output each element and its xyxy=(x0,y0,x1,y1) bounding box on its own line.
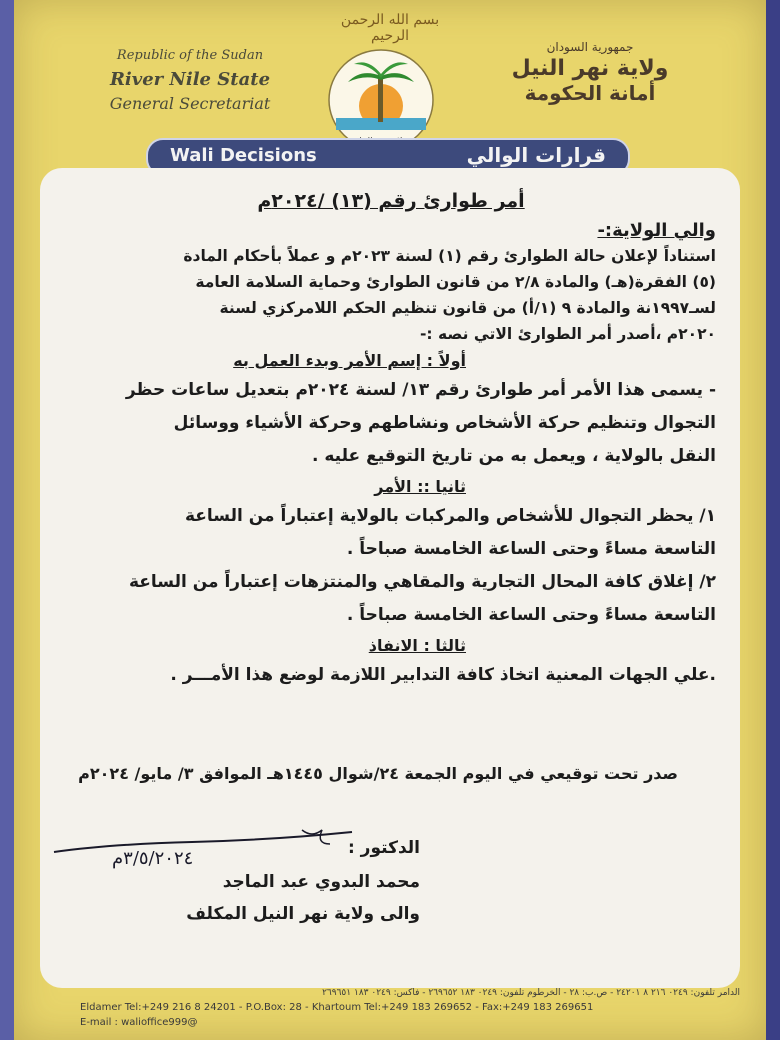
issued-date-line: صدر تحت توقيعي في اليوم الجمعة ٢٤/شوال ١٤٤٥هـ الموافق ٣/ مايو/ ٢٠٢٤م xyxy=(78,764,678,783)
country-name-ar: جمهورية السودان xyxy=(546,40,634,54)
decree-text xyxy=(66,190,716,692)
signer-name: محمد البدوي عبد الماجد xyxy=(222,872,420,892)
footer-english: Eldamer Tel:+249 216 8 24201 - P.O.Box: 28 - Khartoum Tel:+249 183 269652 - Fax:+249 183 269651 xyxy=(80,1002,594,1013)
page-edge xyxy=(0,0,14,1040)
preamble-line: لسـ١٩٩٧نة والمادة ٩ (١/أ) من قانون تنظيم الحكم اللامركزي لسنة xyxy=(219,299,716,317)
bismillah-text: بسم الله الرحمن الرحيم xyxy=(340,12,440,44)
section-1-line: النقل بالولاية ، ويعمل به من تاريخ التوقيع عليه . xyxy=(311,446,716,466)
section-3-line: .علي الجهات المعنية اتخاذ كافة التدابير اللازمة لوضع هذا الأمـــر . xyxy=(170,665,716,685)
section-1-title: أولاً : إسم الأمر وبدء العمل به xyxy=(233,351,466,370)
section-2-title: ثانيا :: الأمر xyxy=(374,477,466,496)
footer-arabic: الدامر تلفون: ٠٢٤٩ ٢١٦ ٨ ٢٤٢٠١ - ص.ب: ٢٨ - الخرطوم تلفون: ٠٢٤٩ ١٨٣ ٢٦٩٦٥٢ - فاكس: ٠٢٤٩ ١٨٣ ٢٦٩٦٥١ xyxy=(322,988,740,998)
section-1-line: - يسمى هذا الأمر أمر طوارئ رقم ١٣/ لسنة ٢٠٢٤م بتعديل ساعات حظر xyxy=(125,380,716,400)
signer-role: والى ولاية نهر النيل المكلف xyxy=(186,904,420,924)
country-name-en: Republic of the Sudan xyxy=(116,48,264,63)
state-name-en: River Nile State xyxy=(109,69,271,90)
signature-date: ٣/٥/٢٠٢٤م xyxy=(112,848,194,869)
header-english xyxy=(90,48,290,113)
band-label-en: Wali Decisions xyxy=(170,145,317,166)
secretariat-en: General Secretariat xyxy=(109,94,271,113)
letterhead-footer xyxy=(80,988,740,1028)
preamble-line: استناداً لإعلان حالة الطوارئ رقم (١) لسنة ٢٠٢٣م و عملاً بأحكام المادة xyxy=(183,247,716,265)
section-2-line: ٢/ إغلاق كافة المحال التجارية والمقاهي والمنتزهات إعتباراً من الساعة xyxy=(129,572,716,592)
signer-title: الدكتور : xyxy=(347,838,420,858)
section-2-line: التاسعة مساءً وحتى الساعة الخامسة صباحاً . xyxy=(346,539,716,559)
preamble-line: ٢٠٢٠م ،أصدر أمر الطوارئ الاتي نصه :- xyxy=(419,325,716,343)
state-name-ar: ولاية نهر النيل xyxy=(511,56,669,81)
section-3-title: ثالثا : الانفاذ xyxy=(368,636,466,655)
preamble-line: (٥) الفقرة(هـ) والمادة ٢/٨ من قانون الطوارئ وحماية السلامة العامة xyxy=(195,273,716,291)
section-1-line: التجوال وتنظيم حركة الأشخاص ونشاطهم وحركة الأشياء ووسائل xyxy=(173,413,716,433)
decree-addressee: والي الولاية:- xyxy=(597,220,716,241)
footer-email: E-mail : walioffice999@ xyxy=(80,1017,198,1028)
band-label-ar: قرارات الوالي xyxy=(466,143,606,167)
decree-title: أمر طوارئ رقم (١٣) /٢٠٢٤م xyxy=(257,190,525,212)
section-2-line: ١/ يحظر التجوال للأشخاص والمركبات بالولاية إعتباراً من الساعة xyxy=(184,506,716,526)
secretariat-ar: أمانة الحكومة xyxy=(524,81,656,105)
header-arabic xyxy=(490,40,690,105)
section-2-line: التاسعة مساءً وحتى الساعة الخامسة صباحاً . xyxy=(346,605,716,625)
